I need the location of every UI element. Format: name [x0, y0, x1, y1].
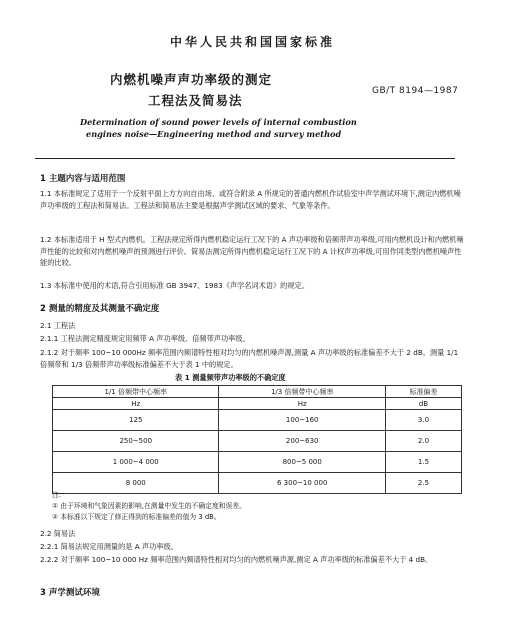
table-unit: Hz: [219, 398, 385, 410]
table-header: 1/3 倍频带中心频率: [219, 386, 385, 398]
standard-code: GB/T 8194—1987: [372, 86, 459, 96]
section-1-heading: 1 主题内容与适用范围: [40, 174, 126, 184]
table-header: 1/1 倍频带中心频率: [53, 386, 219, 398]
clause-1-1: 1.1 本标准规定了适用于一个反射平面上方方向自由场、或符合附录 A 所规定的普通内燃机作试验室中声学测试环境下,测定内燃机噪声功率级的工程法和简易法。工程法和简易法主要是根据声学测试区域的要求、气象等条件。: [40, 189, 461, 210]
table-row: [53, 431, 462, 452]
clause-1-3: 1.3 本标准中使用的术语,符合引用标准 GB 3947、1983《声学名词术语》的规定。: [40, 281, 309, 290]
table-cell: 3.0: [385, 410, 461, 431]
english-title-line-1: Determination of sound power levels of internal combustion: [80, 117, 357, 127]
clause-1-2: 1.2 本标准适用于 H 型式内燃机。工程法规定所得内燃机稳定运行工况下的 A 声功率级和倍频带声功率级,可用内燃机设计和内燃机噪声性能的比较和对内燃机噪声的预测进行评价。简易法测定所得内燃机稳定运行工况下的 A 计权声功率级,可用作同类型内燃机噪声性能的比较。: [40, 235, 464, 267]
standard-header: 中华人民共和国国家标准: [169, 35, 335, 49]
table-row: [53, 473, 462, 494]
table-unit-row: [53, 398, 462, 410]
table-unit: Hz: [53, 398, 219, 410]
table-header-row: [53, 386, 462, 398]
table-cell: 200~630: [219, 431, 385, 452]
table-cell: 2.0: [385, 431, 461, 452]
table-cell: 1.5: [385, 452, 461, 473]
note-1: ① 由于环境和气象因素的影响,在测量中发生的不确定度和误差。: [52, 502, 246, 510]
clause-2-2-2: 2.2.2 对于频率 100~10 000 Hz 频率范围内频谱特性相对均匀的内燃机噪声源,测定 A 声功率级的标准偏差不大于 4 dB。: [40, 555, 433, 564]
table-cell: 125: [53, 410, 219, 431]
section-3-heading: 3 声学测试环境: [40, 588, 100, 598]
clause-2-2-1: 2.2.1 简易法规定用测量的是 A 声功率级。: [40, 542, 178, 551]
table-cell: 800~5 000: [219, 452, 385, 473]
table-row: [53, 410, 462, 431]
notes-label: 注:: [52, 491, 62, 499]
table-unit: dB: [385, 398, 461, 410]
table-cell: 8 000: [53, 473, 219, 494]
table-caption: 表 1 测量频带声功率级的不确定度: [175, 373, 286, 382]
clause-2-2: 2.2 简易法: [40, 529, 76, 538]
clause-2-1-1: 2.1.1 工程法测定精度规定用频带 A 声功率级、倍频带声功率级。: [40, 334, 250, 343]
uncertainty-table: [52, 385, 462, 494]
section-2-heading: 2 测量的精度及其测量不确定度: [40, 304, 160, 314]
table-cell: 100~160: [219, 410, 385, 431]
clause-2-1: 2.1 工程法: [40, 321, 76, 330]
table-row: [53, 452, 462, 473]
table-cell: 250~500: [53, 431, 219, 452]
english-title-line-2: engines noise—Engineering method and survey method: [86, 129, 342, 139]
title-divider: [35, 158, 455, 159]
table-cell: 2.5: [385, 473, 461, 494]
table-cell: 6 300~10 000: [219, 473, 385, 494]
clause-2-1-2: 2.1.2 对于频率 100~10 000Hz 频率范围内频谱特性相对均匀的内燃机噪声源,测量 A 声功率级的标准偏差不大于 2 dB。测量 1/1 倍频带和 1/3 倍频带声功率级标准偏差不大于表 1 中的规定。: [40, 348, 459, 369]
table-cell: 1 000~4 000: [53, 452, 219, 473]
title-line-2: 工程法及简易法: [148, 93, 243, 108]
table-header: 标准偏差: [385, 386, 461, 398]
note-2: ② 本标准以下规定了修正得到的标准偏差的值为 3 dB。: [52, 513, 221, 521]
title-line-1: 内燃机噪声声功率级的测定: [110, 72, 273, 87]
